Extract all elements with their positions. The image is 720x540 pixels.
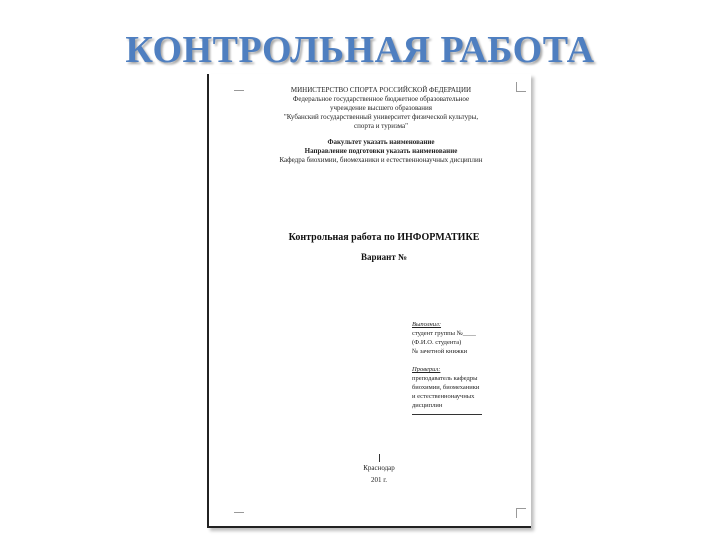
margin-mark-top-left <box>234 89 244 91</box>
header-line: учреждение высшего образования <box>330 104 432 112</box>
variant-label: Вариант № <box>360 252 408 262</box>
cursor-mark <box>379 454 380 462</box>
document-page <box>207 74 531 528</box>
faculty-line: Факультет указать наименование <box>327 138 435 146</box>
signature-block <box>412 320 522 415</box>
checker-heading: Проверил: <box>412 366 441 373</box>
header-line: спорта и туризма" <box>354 122 408 130</box>
margin-mark-bottom-left <box>234 512 244 514</box>
header-line: Федеральное государственное бюджетное образовательное <box>292 95 470 103</box>
city-label: Краснодар <box>363 464 395 472</box>
direction-line: Направление подготовки указать наименование <box>304 147 458 155</box>
document-title: Контрольная работа по ИНФОРМАТИКЕ <box>288 232 480 243</box>
author-line: (Ф.И.О. студента) <box>412 339 462 346</box>
city-year-block <box>334 454 424 486</box>
margin-mark-top-right <box>516 82 526 92</box>
year-label: 201 г. <box>370 476 388 484</box>
checker-line: и естественнонаучных <box>412 393 475 400</box>
department-line: Кафедра биохимии, биомеханики и естественнонаучных дисциплин <box>279 156 483 164</box>
margin-mark-bottom-right <box>516 508 526 518</box>
author-line: студент группы №____ <box>412 330 476 337</box>
checker-line: преподаватель кафедры <box>412 375 478 382</box>
checker-line: биохимии, биомеханики <box>412 384 480 391</box>
header-line: "Кубанский государственный университет физической культуры, <box>283 113 479 121</box>
slide-title: КОНТРОЛЬНАЯ РАБОТА <box>125 29 595 71</box>
author-line: № зачетной книжки <box>412 348 468 355</box>
header-line: МИНИСТЕРСТВО СПОРТА РОССИЙСКОЙ ФЕДЕРАЦИИ <box>290 86 472 94</box>
institution-header <box>271 86 491 165</box>
author-heading: Выполнил: <box>412 321 442 328</box>
checker-line: дисциплин <box>412 402 443 409</box>
signature-line <box>412 414 482 415</box>
